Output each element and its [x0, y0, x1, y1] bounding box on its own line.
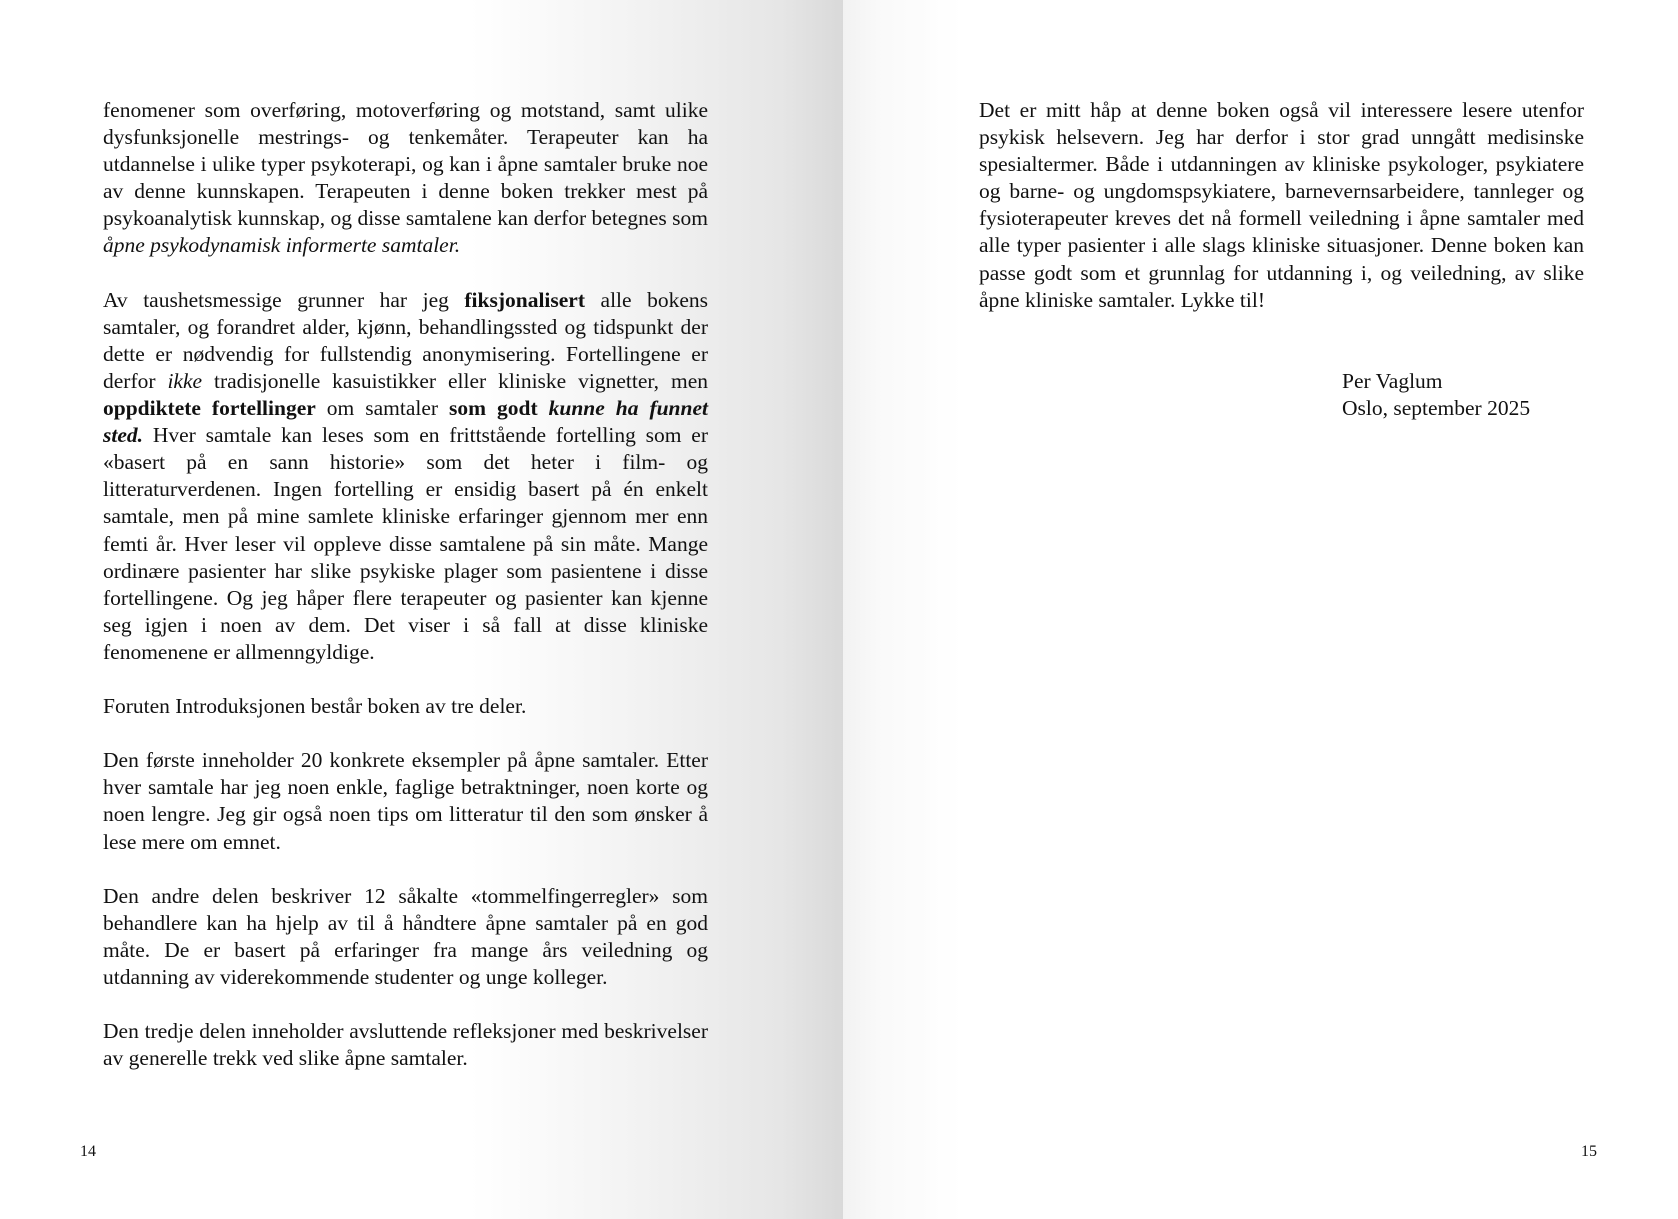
paragraph-4: Den første inneholder 20 konkrete eksempler på åpne samtaler. Etter hver samtale har jeg noen enkle, faglige betraktninger, noen korte og noen lengre. Jeg gir også noen tips om litteratur til den som ønsker å lese mere om emnet. — [103, 748, 708, 854]
italic-phrase: ikke — [167, 368, 203, 393]
paragraph-2 — [103, 287, 708, 666]
signature-block — [1342, 368, 1530, 422]
signature-place-date: Oslo, september 2025 — [1342, 396, 1531, 421]
bold-phrase: oppdiktete fortellinger — [103, 396, 316, 421]
italic-phrase: åpne psykodynamisk informerte samtaler. — [103, 233, 461, 258]
left-page-body — [103, 97, 708, 1099]
bold-phrase: fiksjonalisert — [464, 287, 586, 312]
paragraph-1: Det er mitt håp at denne boken også vil interessere lesere utenfor psykisk helsevern. Jeg har derfor i stor grad unngått medisinske spesialtermer. Både i utdanningen av kliniske psykologer, psykiatere og barne- og ungdomspsykiatere, barnevernsarbeidere, tannleger og fysioterapeuter kreves det nå formell veiledning i åpne samtaler med alle typer pasienter i alle slags kliniske situasjoner. Denne boken kan passe godt som et grunnlag for utdanning i, og veiledning, av slike åpne kliniske samtaler. Lykke til! — [979, 98, 1584, 312]
page-number-right: 15 — [1581, 1143, 1597, 1160]
text-span: Hver samtale kan leses som en frittstående fortelling som er «basert på en sann historie» som det heter i film- og litteraturverdenen. Ingen fortelling er ensidig basert på én enkelt samtale, men på mine samlete kliniske erfaringer gjennom mer enn femti år. Hver leser vil oppleve disse samtalene på sin måte. Mange ordinære pasienter har slike psykiske plager som pasientene i disse fortellingene. Og jeg håper flere terapeuter og pasienter kan kjenne seg igjen i noen av dem. Det viser i så fall at disse kliniske fenomenene er allmenngyldige. — [103, 423, 708, 664]
paragraph-5: Den andre delen beskriver 12 såkalte «tommelfingerregler» som behandlere kan ha hjelp av til å håndtere åpne samtaler på en god måte. De er basert på erfaringer fra mange års veiledning og utdanning av viderekommende studenter og unge kolleger. — [103, 883, 708, 989]
right-page — [843, 0, 1678, 1219]
page-number-left: 14 — [80, 1143, 96, 1160]
paragraph-1 — [103, 97, 708, 260]
paragraph-text: fenomener som overføring, motoverføring og motstand, samt ulike dysfunksjonelle mestrings- og tenkemåter. Terapeuter kan ha utdannelse i ulike typer psykoterapi, og kan i åpne samtaler bruke noe av denne kunnskapen. Terapeuten i denne boken trekker mest på psykoanalytisk kunnskap, og disse samtalene kan derfor betegnes som — [103, 98, 708, 231]
text-span: om samtaler — [315, 396, 450, 421]
text-span: tradisjonelle kasuistikker eller kliniske vignetter, men — [202, 368, 708, 393]
right-page-body — [979, 97, 1584, 341]
paragraph-6: Den tredje delen inneholder avsluttende refleksjoner med beskrivelser av generelle trekk ved slike åpne samtaler. — [103, 1019, 708, 1071]
bold-italic-phrase: kunne ha funnet sted. — [103, 396, 708, 448]
text-span: alle bokens samtaler, og forandret alder, kjønn, behandlingssted og tidspunkt der dette er nødvendig for fullstendig anonymisering. Fortellingene er derfor — [103, 287, 708, 393]
paragraph-3: Foruten Introduksjonen består boken av tre deler. — [103, 694, 527, 719]
text-span: som godt — [449, 396, 549, 421]
text-span: Av taushetsmessige grunner har jeg — [103, 287, 465, 312]
signature-name: Per Vaglum — [1342, 369, 1443, 393]
